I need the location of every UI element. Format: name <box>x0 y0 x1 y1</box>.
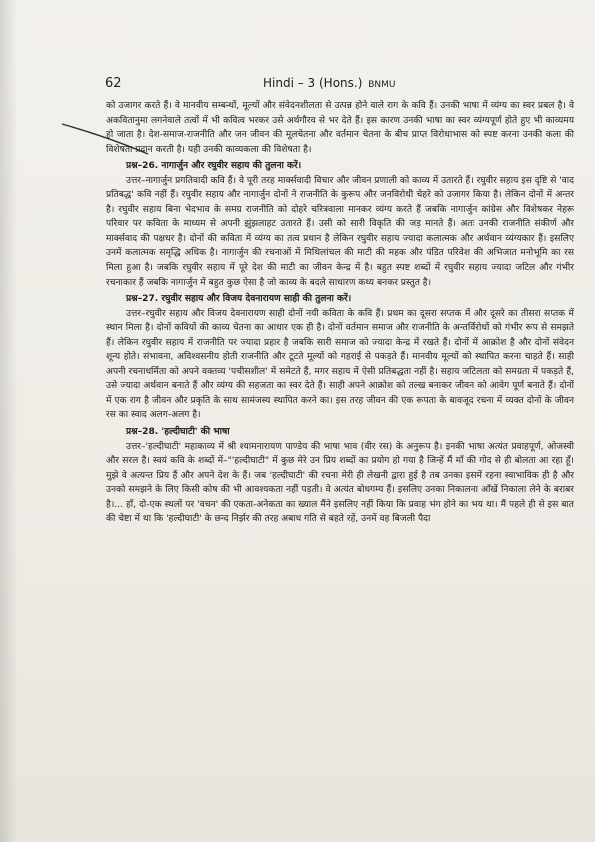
page-number: 62 <box>105 76 122 91</box>
answer-paragraph-26: उत्तर–नागार्जुन प्रगतिवादी कवि हैं। वे पूरी तरह मार्क्सवादी विचार और जीवन प्रणाली को काव्य में उतारते हैं। रघुवीर सहाय इस दृष्टि से 'वाद प्रतिबद्ध' कवि नहीं हैं। रघुवीर सहाय और नागार्जुन दोनों ने राजनीति के कुरूप और जनविरोधी चेहरे को उजागर किया है। लेकिन दोनों में अन्तर है। रघुवीर सहाय बिना भेदभाव के समग्र राजनीति को दोहरे चरित्रवाला मानकर व्यंग्य करते हैं जबकि नागार्जुन कांग्रेस और विशेषकर नेहरू परिवार पर कविता के माध्यम से अपनी झुंझलाहट उतारते हैं। उसी को सारी विकृति की जड़ मानते हैं। अतः उनकी राजनीति संकीर्ण और मार्क्सवाद की पक्षधर है। दोनों की कविता में व्यंग्य का तत्व प्रधान है लेकिन रघुवीर सहाय ज्यादा कलात्मक और अर्थवान व्यंग्यकार हैं। इसलिए उनमें कलात्मक समृद्धि अधिक है। नागार्जुन की रचनाओं में मिथिलांचल की माटी की महक और पंडित परिवेश की अभिजात मनोभूमि का रस मिला हुआ है। जबकि रघुवीर सहाय में पूरे देश की माटी का जीवन केन्द्र में है। बहुत स्पष्ट शब्दों में रघुवीर सहाय ज्यादा जटिल और गंभीर रचनाकार हैं जबकि नागार्जुन में बहुत कुछ ऐसा है जो काव्य के बदले साधारण कथ्य बनकर प्रस्तुत है। <box>106 175 575 288</box>
body-text <box>106 99 574 527</box>
scan-shadow <box>0 0 18 842</box>
question-heading-27: प्रश्न–27. रघुवीर सहाय और विजय देवनारायण साही की तुलना करें। <box>126 294 352 305</box>
paragraph-continuation: को उजागर करते हैं। वे मानवीय सम्बन्धों, मूल्यों और संवेदनशीलता से उत्पन्न होने वाले राग के कवि हैं। उनकी भाषा में व्यंग्य का स्वर प्रबल है। वे अकवितानुमा लगनेवाले तत्वों में भी कवित्व भरकर उसे अर्थगौरव से भर देते हैं। इस कारण उनकी भाषा का स्वर व्यंग्यपूर्ण होते हुए भी काव्यमय हो जाता है। देश-समाज-राजनीति और जन जीवन की मूलचेतना और वर्तमान चेतना के बीच प्राप्त विरोधाभास को स्पष्ट करना उनकी कला की विशेषता प्रदान करती है। यही उनकी काव्यकला की विशेषता है। <box>106 101 574 155</box>
answer-paragraph-28: उत्तर–'हल्दीघाटी' महाकाव्य में श्री श्यामनारायण पाण्डेय की भाषा भाव (वीर रस) के अनुरूप है। इनकी भाषा अत्यंत प्रवाहपूर्ण, ओजस्वी और सरल है। स्वयं कवि के शब्दों में–"'हल्दीघाटी" में कुछ मेरे उन प्रिय शब्दों का प्रयोग हो गया है जिन्हें मैं माँ की गोद से ही बोलता आ रहा हूँ। मुझे वे अत्यन्त प्रिय हैं और अपने देश के हैं। जब 'हल्दीघाटी' की रचना मेरी ही लेखनी द्वारा हुई है तब उनका इसमें रहना स्वाभाविक ही है और उनको समझने के लिए किसी कोष की भी आवश्यकता नहीं पड़ती। वे अत्यंत बोधगम्य हैं। इसलिए उनका निकालना आँखें निकाला लेने के बराबर है।... हाँ, दो-एक स्थलों पर 'वचन' की एकता-अनेकता का ख्याल मैंने इसलिए नहीं किया कि प्रवाह भंग होने का भय था। मैं पहले ही से इस बात की चेष्टा में था कि 'हल्दीघाटी' के छन्द निर्झर की तरह अबाध गति से बहते रहें, उनमें वह बिजली पैदा <box>106 441 574 525</box>
question-heading-28: प्रश्न–28. 'हल्दीघाटी' की भाषा <box>126 427 230 438</box>
answer-paragraph-27: उत्तर–रघुवीर सहाय और विजय देवनारायण साही दोनों नयी कविता के कवि हैं। प्रथम का दूसरा सप्तक में और दूसरे का तीसरा सप्तक में स्थान मिला है। दोनों कवियों की काव्य चेतना का आधार एक ही है। दोनों वर्तमान समाज और राजनीति के अन्तर्विरोधों को गंभीर रूप से समझते हैं। लेकिन रघुवीर सहाय में राजनीति पर ज्यादा प्रहार है जबकि सारी समाज को ज्यादा केन्द्र में रखते हैं। दोनों में आक्रोश है और दोनों संवेदन शून्य होते। संभावना, अविश्वसनीय होती राजनीति और टूटते मूल्यों को गहराई से पकड़ते हैं। मानवीय मूल्यों को स्थापित करना चाहते हैं। साही अपनी रचनाधर्मिता को अपने वक्तव्य 'पचीसशील' में समेटते हैं, मगर सहाय में ऐसी प्रतिबद्धता नहीं है। सहाय जटिलता को समग्रता में पकड़ते हैं, उसे ज्यादा अर्थवान बनाते हैं और व्यंग्य की सहजता का स्वर देते हैं। साही अपने आक्रोश को तल्ख बनाकर जीवन को आवेग पूर्ण बनाते हैं। दोनों में एक राग है जीवन और प्रकृति के साथ सामंजस्य स्थापित करने का। इस तरह जीवन की एक रूपता के बावजूद रचना में व्यक्त दोनों के जीवन रस का स्वाद अलग-अलग है। <box>106 308 574 421</box>
book-title: Hindi – 3 (Hons.) <box>263 76 363 90</box>
running-title <box>263 76 396 90</box>
page-header <box>105 76 565 94</box>
institution-label: BNMU <box>368 80 396 90</box>
question-heading-26: प्रश्न–26. नागार्जुन और रघुवीर सहाय की तुलना करें। <box>126 161 302 172</box>
